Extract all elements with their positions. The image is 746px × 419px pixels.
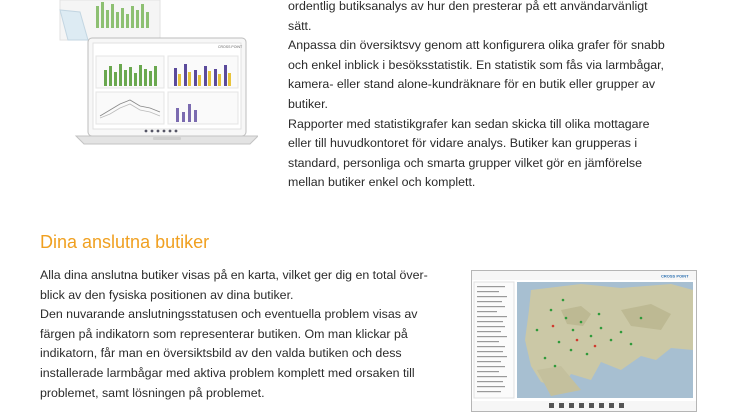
section-line: färgen på indikatorn som representerar butiken. Om man klickar på bbox=[40, 326, 408, 341]
intro-line: mellan butiker enkel och komplett. bbox=[288, 175, 476, 190]
intro-line: Rapporter med statistikgrafer kan sedan skicka till olika mottagare bbox=[288, 116, 650, 131]
intro-line: butiker. bbox=[288, 96, 328, 111]
section-line: Den nuvarande anslutningsstatusen och eventuella problem visas av bbox=[40, 307, 418, 322]
intro-line: Anpassa din översiktsvy genom att konfigurera olika grafer för snabb bbox=[288, 38, 665, 53]
store-map-screenshot bbox=[471, 270, 697, 412]
section-line: Alla dina anslutna butiker visas på en karta, vilket ger dig en total över- bbox=[40, 268, 428, 282]
section-line: problemet, samt lösningen på problemet. bbox=[40, 385, 265, 400]
section-heading: Dina anslutna butiker bbox=[40, 232, 210, 252]
brand-logo-text: CROSS POINT bbox=[218, 45, 243, 49]
intro-line: standard, personliga och smarta grupper vilket gör en jämförelse bbox=[288, 155, 643, 170]
intro-line: sätt. bbox=[288, 18, 312, 33]
intro-line: ordentlig butiksanalys av hur den presterar på ett användarvänligt bbox=[288, 0, 648, 13]
laptop-dashboard-illustration bbox=[58, 0, 258, 158]
section-text-block bbox=[40, 266, 465, 403]
section-line: installerade larmbågar med aktiva problem komplett med orsaken till bbox=[40, 365, 415, 380]
intro-line: kamera- eller stand alone-kundräknare för en butik eller grupper av bbox=[288, 77, 656, 92]
map-brand-logo: CROSS POINT bbox=[661, 273, 689, 279]
intro-text-block bbox=[288, 0, 713, 193]
section-line: blick av den fysiska positionen av dina butiker. bbox=[40, 287, 294, 302]
intro-line: eller till huvudkontoret för vidare analys. Butiker kan grupperas i bbox=[288, 136, 638, 151]
intro-line: och enkel inblick i besöksstatistik. En statistik som fås via larmbågar, bbox=[288, 57, 665, 72]
section-line: indikatorn, får man en översiktsbild av den valda butiken och dess bbox=[40, 346, 402, 361]
